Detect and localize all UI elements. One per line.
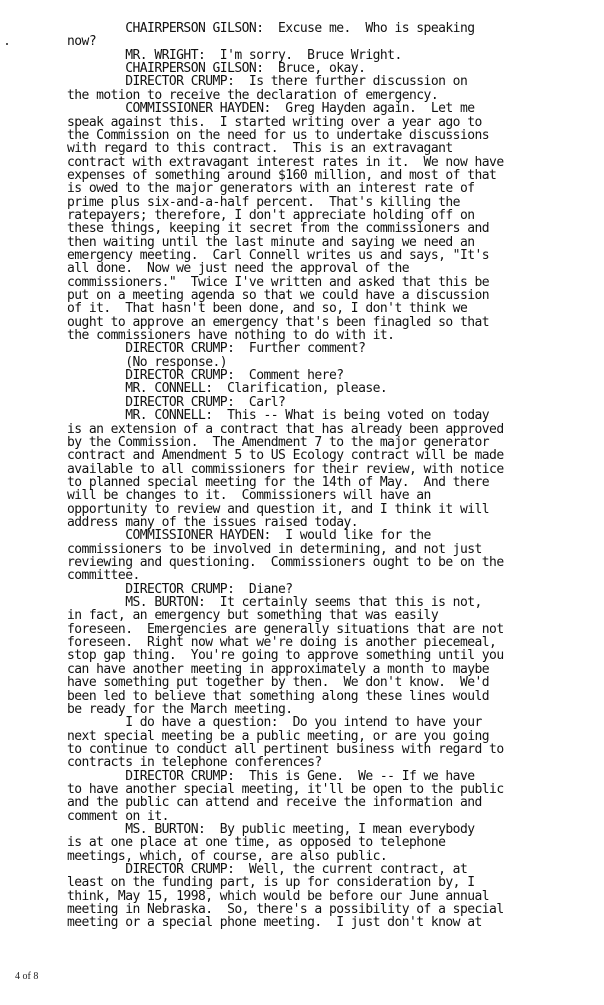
transcript-line: now? — [67, 34, 97, 50]
transcript-line: commissioners to be involved in determining, and not just — [67, 541, 482, 557]
transcript-line: MR. CONNELL: This -- What is being voted on today — [67, 408, 490, 424]
transcript-line: meeting in Nebraska. So, there's a possibility of a special — [67, 902, 504, 918]
transcript-line: (No response.) — [67, 354, 228, 370]
transcript-line: can have another meeting in approximately a month to maybe — [67, 661, 490, 677]
transcript-line: will be changes to it. Commissioners will have an — [67, 488, 431, 504]
transcript-line: contracts in telephone conferences? — [67, 755, 322, 771]
transcript-line: put on a meeting agenda so that we could have a discussion — [67, 288, 490, 303]
transcript-line: reviewing and questioning. Commissioners ought to be on the — [67, 555, 504, 570]
transcript-line: the Commission on the need for us to undertake discussions — [67, 127, 490, 143]
transcript-line: MR. WRIGHT: I'm sorry. Bruce Wright. — [67, 47, 402, 63]
margin-speck — [6, 43, 8, 45]
transcript-line: comment on it. — [67, 808, 169, 824]
transcript-line: by the Commission. The Amendment 7 to the major generator — [67, 434, 490, 450]
transcript-line: MS. BURTON: It certainly seems that this is not, — [67, 595, 482, 610]
transcript-line: DIRECTOR CRUMP: Further comment? — [67, 341, 366, 357]
transcript-line: stop gap thing. You're going to approve something until you — [67, 648, 504, 664]
transcript-line: meetings, which, of course, are also public. — [67, 848, 388, 864]
transcript-line: been led to believe that something along these lines would — [67, 688, 490, 704]
transcript-line: to have another special meeting, it'll be open to the public — [67, 781, 504, 797]
transcript-line: is an extension of a contract that has already been approved — [67, 421, 504, 437]
transcript-line: to planned special meeting for the 14th of May. And there — [67, 474, 490, 490]
transcript-line: ought to approve an emergency that's been finagled so that — [67, 314, 490, 330]
transcript-line: is at one place at one time, as opposed to telephone — [67, 835, 446, 851]
transcript-line: meeting or a special phone meeting. I just don't know at — [67, 915, 482, 931]
transcript-line: least on the funding part, is up for consideration by, I — [67, 875, 475, 891]
transcript-line: opportunity to review and question it, and I think it will — [67, 501, 490, 517]
transcript-line: ratepayers; therefore, I don't appreciate holding off on — [67, 207, 475, 223]
transcript-line: I do have a question: Do you intend to have your — [67, 715, 482, 731]
transcript-line: MS. BURTON: By public meeting, I mean everybody — [67, 822, 475, 837]
transcript-line: emergency meeting. Carl Connell writes us and says, "It's — [67, 247, 490, 263]
transcript-line: these things, keeping it secret from the commissioners and — [67, 221, 490, 237]
transcript-line: commissioners." Twice I've written and asked that this be — [67, 274, 490, 290]
transcript-line: committee. — [67, 568, 140, 584]
transcript-line: to continue to conduct all pertinent business with regard to — [67, 741, 504, 757]
transcript-line: DIRECTOR CRUMP: This is Gene. We -- If we have — [67, 768, 475, 784]
transcript-line: CHAIRPERSON GILSON: Bruce, okay. — [67, 61, 366, 76]
transcript-line: prime plus six-and-a-half percent. That's killing the — [67, 194, 460, 210]
transcript-line: DIRECTOR CRUMP: Comment here? — [67, 368, 344, 384]
transcript-line: DIRECTOR CRUMP: Is there further discussion on — [67, 74, 468, 90]
transcript-line: speak against this. I started writing over a year ago to — [67, 114, 482, 130]
transcript-line: address many of the issues raised today. — [67, 515, 359, 530]
transcript-line: COMMISSIONER HAYDEN: Greg Hayden again. Let me — [67, 101, 475, 117]
transcript-line: contract with extravagant interest rates in it. We now have — [67, 154, 504, 170]
transcript-line: think, May 15, 1998, which would be before our June annual — [67, 888, 490, 904]
transcript-line: with regard to this contract. This is an extravagant — [67, 141, 453, 157]
transcript-line: next special meeting be a public meeting, or are you going — [67, 728, 490, 744]
transcript-line: be ready for the March meeting. — [67, 701, 293, 717]
transcript-line: CHAIRPERSON GILSON: Excuse me. Who is speaking — [67, 21, 475, 36]
transcript-line: COMMISSIONER HAYDEN: I would like for the — [67, 528, 431, 544]
transcript-line: foreseen. Emergencies are generally situations that are not — [67, 621, 504, 637]
transcript-line: of it. That hasn't been done, and so, I don't think we — [67, 301, 468, 317]
transcript-line: foreseen. Right now what we're doing is another piecemeal, — [67, 635, 497, 651]
transcript-line: in fact, an emergency but something that was easily — [67, 608, 439, 624]
transcript-line: expenses of something around $160 million, and most of that — [67, 167, 497, 183]
transcript-line: the motion to receive the declaration of emergency. — [67, 87, 439, 103]
transcript-line: available to all commissioners for their review, with notice — [67, 461, 504, 477]
transcript-line: DIRECTOR CRUMP: Diane? — [67, 581, 293, 597]
transcript-line: DIRECTOR CRUMP: Well, the current contract, at — [67, 862, 468, 877]
transcript-line: is owed to the major generators with an interest rate of — [67, 181, 475, 197]
transcript-line: DIRECTOR CRUMP: Carl? — [67, 394, 286, 410]
transcript-line: then waiting until the last minute and saying we need an — [67, 234, 475, 250]
page-number: 4 of 8 — [15, 971, 39, 982]
transcript-line: all done. Now we just need the approval of the — [67, 261, 410, 277]
transcript-line: MR. CONNELL: Clarification, please. — [67, 381, 388, 397]
transcript-line: and the public can attend and receive the information and — [67, 795, 482, 811]
transcript-line: the commissioners have nothing to do with it. — [67, 328, 395, 344]
transcript-line: contract and Amendment 5 to US Ecology contract will be made — [67, 448, 504, 464]
transcript-line: have something put together by then. We don't know. We'd — [67, 675, 490, 691]
